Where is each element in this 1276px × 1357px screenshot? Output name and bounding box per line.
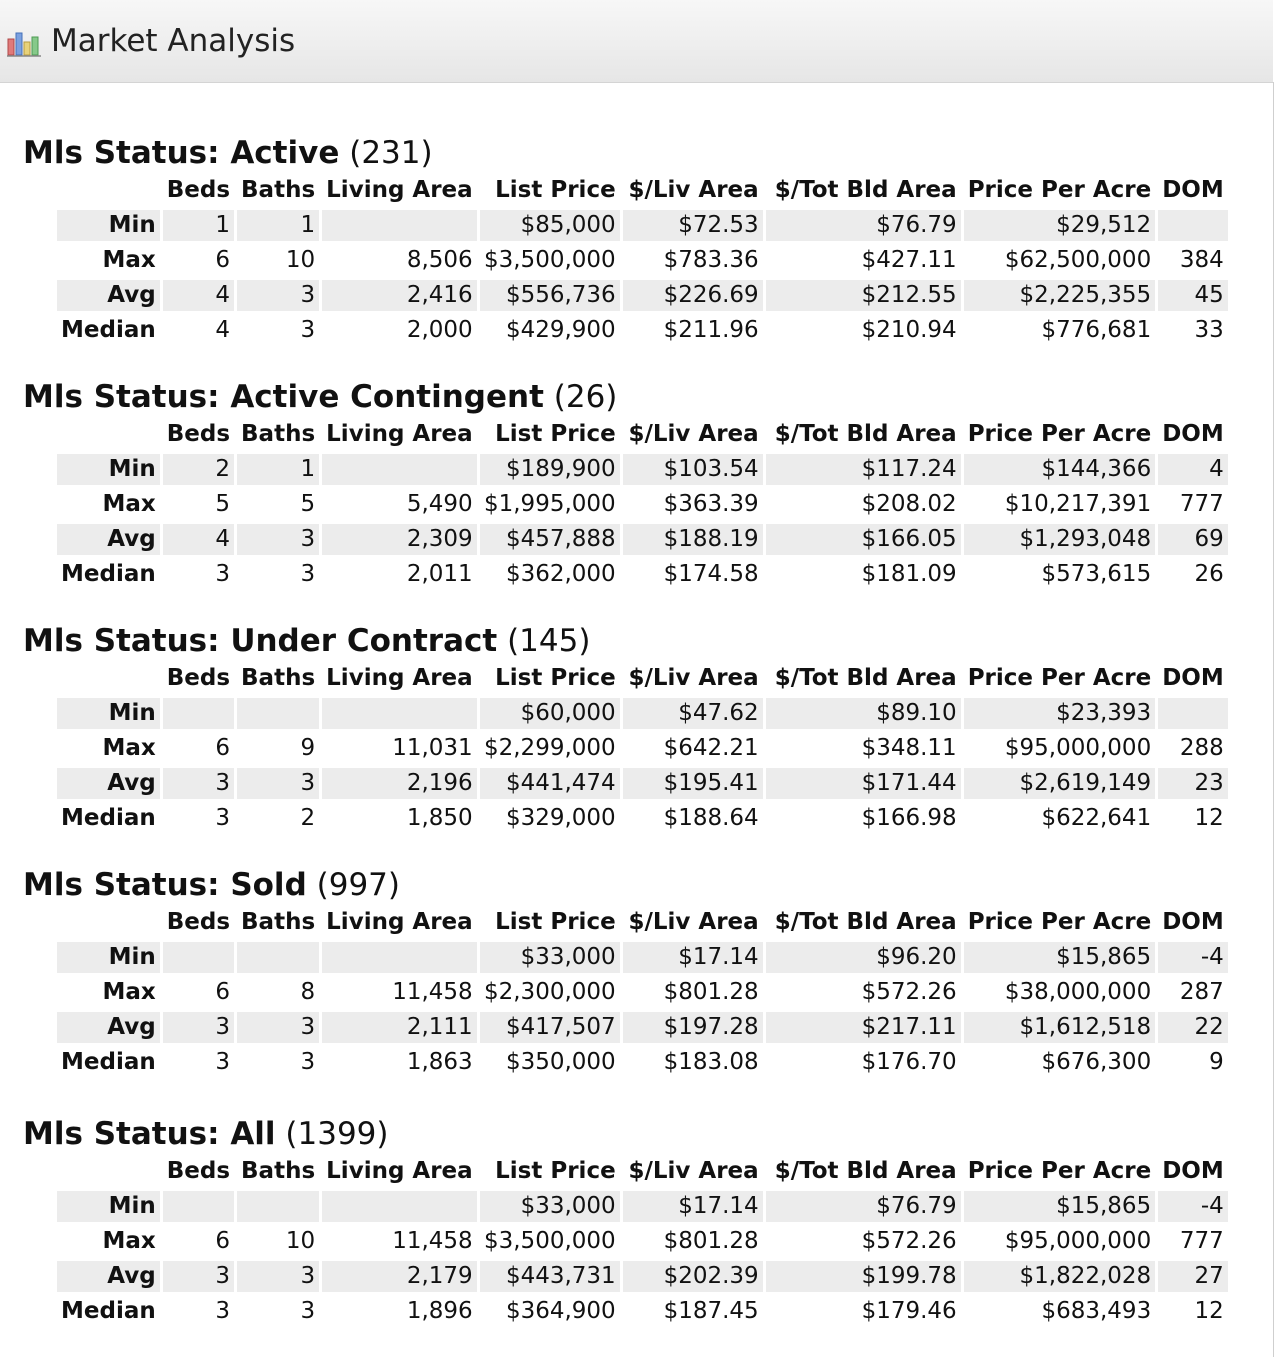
stat-cell: 3 <box>237 1261 319 1292</box>
stat-cell: $23,393 <box>964 698 1156 729</box>
stat-cell: $329,000 <box>505 805 616 831</box>
stat-cell: 6 <box>215 735 231 761</box>
stat-cell: $174.58 <box>663 561 759 587</box>
column-header-dom: DOM <box>1162 1158 1224 1184</box>
section-label: Mls Status: Under Contract <box>23 623 498 659</box>
stat-cell: 22 <box>1158 1012 1228 1043</box>
table-header-row <box>57 175 1228 206</box>
stat-cell: $1,612,518 <box>964 1012 1156 1043</box>
column-header-living-area: Living Area <box>326 177 473 203</box>
row-label-avg: Avg <box>57 280 160 311</box>
stat-cell: 12 <box>1194 805 1224 831</box>
stat-cell: 2,111 <box>322 1012 477 1043</box>
corner-cell <box>57 663 160 694</box>
stats-table <box>54 659 1231 838</box>
column-header-living-area: Living Area <box>326 1158 473 1184</box>
stat-cell: 2,309 <box>322 524 477 555</box>
title-bar <box>0 0 1273 83</box>
section-label: Mls Status: All <box>23 1116 276 1152</box>
table-row <box>57 315 1228 346</box>
row-label-avg: Avg <box>57 1012 160 1043</box>
column-header-living-area: Living Area <box>326 421 473 447</box>
stat-cell: 3 <box>163 768 234 799</box>
stat-cell: 2,000 <box>406 317 473 343</box>
column-header-beds: Beds <box>166 909 231 935</box>
stat-cell: 3 <box>215 1298 231 1324</box>
row-label-avg: Avg <box>57 768 160 799</box>
stat-cell: 3 <box>300 317 316 343</box>
stat-cell: $3,500,000 <box>483 247 616 273</box>
table-row <box>57 1012 1228 1043</box>
row-label-min: Min <box>57 1191 160 1222</box>
stat-cell: $76.79 <box>766 1191 961 1222</box>
table-header-row <box>57 419 1228 450</box>
stat-cell: 3 <box>237 1012 319 1043</box>
column-header-price-per-tot-bld-area: $/Tot Bld Area <box>774 1158 957 1184</box>
stat-cell: 384 <box>1179 247 1224 273</box>
column-header-beds: Beds <box>166 1158 231 1184</box>
stat-cell: $60,000 <box>480 698 620 729</box>
stat-cell: $176.70 <box>861 1049 957 1075</box>
column-header-dom: DOM <box>1162 177 1224 203</box>
column-header-baths: Baths <box>241 421 316 447</box>
table-header-row <box>57 663 1228 694</box>
stat-cell: 10 <box>285 1228 316 1254</box>
column-header-price-per-acre: Price Per Acre <box>967 177 1152 203</box>
stat-cell: $33,000 <box>480 1191 620 1222</box>
stat-cell: $556,736 <box>480 280 620 311</box>
stat-cell: $17.14 <box>623 1191 763 1222</box>
stat-cell: 8 <box>300 979 316 1005</box>
row-label-max: Max <box>102 979 156 1005</box>
stat-cell: 288 <box>1179 735 1224 761</box>
row-label-median: Median <box>61 1298 156 1324</box>
stat-cell: 1 <box>237 210 319 241</box>
row-label-median: Median <box>61 805 156 831</box>
section-heading <box>23 867 400 903</box>
stat-cell: $417,507 <box>480 1012 620 1043</box>
stat-cell: $2,299,000 <box>483 735 616 761</box>
section-count: (997) <box>316 867 400 903</box>
stat-cell: $212.55 <box>766 280 961 311</box>
stat-cell: $429,900 <box>505 317 616 343</box>
stat-cell: 1,896 <box>406 1298 473 1324</box>
stat-cell: $348.11 <box>861 735 957 761</box>
stat-cell: 45 <box>1158 280 1228 311</box>
row-label-max: Max <box>102 491 156 517</box>
column-header-price-per-tot-bld-area: $/Tot Bld Area <box>774 177 957 203</box>
column-header-price-per-acre: Price Per Acre <box>967 909 1152 935</box>
stat-cell: $47.62 <box>623 698 763 729</box>
column-header-price-per-liv-area: $/Liv Area <box>628 1158 759 1184</box>
stat-cell: 6 <box>215 247 231 273</box>
section-heading <box>23 623 590 659</box>
stat-cell: 3 <box>237 280 319 311</box>
stat-cell <box>322 942 477 973</box>
stat-cell: 26 <box>1194 561 1224 587</box>
stat-cell <box>163 1191 234 1222</box>
stat-cell: 2 <box>300 805 316 831</box>
stat-cell: 3 <box>215 1049 231 1075</box>
column-header-price-per-tot-bld-area: $/Tot Bld Area <box>774 421 957 447</box>
stat-cell: $210.94 <box>861 317 957 343</box>
stat-cell: $2,225,355 <box>964 280 1156 311</box>
stat-cell: $38,000,000 <box>1004 979 1152 1005</box>
table-row <box>57 698 1228 729</box>
stat-cell: $801.28 <box>663 1228 759 1254</box>
stat-cell: $89.10 <box>766 698 961 729</box>
stat-cell: 4 <box>215 317 231 343</box>
column-header-price-per-liv-area: $/Liv Area <box>628 665 759 691</box>
row-label-max: Max <box>102 735 156 761</box>
stat-cell: $350,000 <box>505 1049 616 1075</box>
column-header-beds: Beds <box>166 421 231 447</box>
page-title: Market Analysis <box>51 23 296 59</box>
stat-cell: $197.28 <box>623 1012 763 1043</box>
table-row <box>57 803 1228 834</box>
column-header-baths: Baths <box>241 909 316 935</box>
row-label-min: Min <box>57 698 160 729</box>
table-row <box>57 1296 1228 1327</box>
stat-cell: 5 <box>300 491 316 517</box>
column-header-dom: DOM <box>1162 421 1224 447</box>
stat-cell <box>322 454 477 485</box>
table-row <box>57 942 1228 973</box>
stat-cell: $10,217,391 <box>1004 491 1152 517</box>
table-row <box>57 768 1228 799</box>
column-header-price-per-liv-area: $/Liv Area <box>628 909 759 935</box>
row-label-max: Max <box>102 1228 156 1254</box>
stat-cell: 3 <box>163 1261 234 1292</box>
column-header-living-area: Living Area <box>326 665 473 691</box>
stat-cell <box>237 942 319 973</box>
stat-cell: $95,000,000 <box>1004 735 1152 761</box>
column-header-list-price: List Price <box>495 665 616 691</box>
stat-cell: $95,000,000 <box>1004 1228 1152 1254</box>
stat-cell: 3 <box>300 561 316 587</box>
corner-cell <box>57 907 160 938</box>
stat-cell: $776,681 <box>1041 317 1152 343</box>
stat-cell: 2,416 <box>322 280 477 311</box>
stat-cell: $363.39 <box>663 491 759 517</box>
table-row <box>57 210 1228 241</box>
stat-cell: $211.96 <box>663 317 759 343</box>
stat-cell: $443,731 <box>480 1261 620 1292</box>
stat-cell: 10 <box>285 247 316 273</box>
stat-cell: $1,822,028 <box>964 1261 1156 1292</box>
bar-chart-icon <box>7 29 41 57</box>
column-header-beds: Beds <box>166 177 231 203</box>
stat-cell: $144,366 <box>964 454 1156 485</box>
stat-cell: 3 <box>237 768 319 799</box>
stat-cell: 11,458 <box>392 979 473 1005</box>
stat-cell: 1 <box>163 210 234 241</box>
column-header-list-price: List Price <box>495 909 616 935</box>
stat-cell: $195.41 <box>623 768 763 799</box>
row-label-max: Max <box>102 247 156 273</box>
stat-cell: $2,619,149 <box>964 768 1156 799</box>
stat-cell: 777 <box>1179 491 1224 517</box>
stat-cell: $572.26 <box>861 979 957 1005</box>
stat-cell: $179.46 <box>861 1298 957 1324</box>
stat-cell: 5,490 <box>406 491 473 517</box>
table-row <box>57 559 1228 590</box>
row-label-median: Median <box>61 561 156 587</box>
stat-cell: 2 <box>163 454 234 485</box>
stat-cell: $187.45 <box>663 1298 759 1324</box>
stat-cell: 27 <box>1158 1261 1228 1292</box>
section-heading <box>23 135 433 171</box>
stat-cell: $202.39 <box>623 1261 763 1292</box>
row-label-min: Min <box>57 942 160 973</box>
stat-cell: 3 <box>215 561 231 587</box>
stat-cell: $171.44 <box>766 768 961 799</box>
stat-cell: -4 <box>1158 942 1228 973</box>
stat-cell: $15,865 <box>964 942 1156 973</box>
column-header-price-per-acre: Price Per Acre <box>967 665 1152 691</box>
stat-cell: 69 <box>1158 524 1228 555</box>
stat-cell: 3 <box>237 524 319 555</box>
stat-cell: 12 <box>1194 1298 1224 1324</box>
column-header-price-per-liv-area: $/Liv Area <box>628 421 759 447</box>
row-label-median: Median <box>61 317 156 343</box>
section-count: (231) <box>349 135 433 171</box>
stat-cell: 3 <box>215 805 231 831</box>
table-row <box>57 280 1228 311</box>
stat-cell: $676,300 <box>1041 1049 1152 1075</box>
section-count: (1399) <box>285 1116 389 1152</box>
stat-cell: $573,615 <box>1041 561 1152 587</box>
stat-cell: 3 <box>300 1298 316 1324</box>
stat-cell: 4 <box>1158 454 1228 485</box>
table-row <box>57 1191 1228 1222</box>
stat-cell <box>322 698 477 729</box>
stats-table <box>54 415 1231 594</box>
stat-cell: 2,196 <box>322 768 477 799</box>
stat-cell <box>237 1191 319 1222</box>
table-header-row <box>57 1156 1228 1187</box>
column-header-price-per-liv-area: $/Liv Area <box>628 177 759 203</box>
column-header-list-price: List Price <box>495 1158 616 1184</box>
column-header-living-area: Living Area <box>326 909 473 935</box>
corner-cell <box>57 419 160 450</box>
stat-cell: $208.02 <box>861 491 957 517</box>
stat-cell: 11,458 <box>392 1228 473 1254</box>
stat-cell: $15,865 <box>964 1191 1156 1222</box>
stats-table <box>54 1152 1231 1331</box>
column-header-price-per-tot-bld-area: $/Tot Bld Area <box>774 909 957 935</box>
column-header-price-per-acre: Price Per Acre <box>967 421 1152 447</box>
table-row <box>57 524 1228 555</box>
corner-cell <box>57 1156 160 1187</box>
row-label-avg: Avg <box>57 1261 160 1292</box>
section-count: (145) <box>507 623 591 659</box>
stat-cell: $166.05 <box>766 524 961 555</box>
stat-cell: 23 <box>1158 768 1228 799</box>
section-label: Mls Status: Sold <box>23 867 307 903</box>
stat-cell: $103.54 <box>623 454 763 485</box>
stat-cell: $96.20 <box>766 942 961 973</box>
stats-table <box>54 903 1231 1082</box>
stat-cell: $683,493 <box>1041 1298 1152 1324</box>
stat-cell: $441,474 <box>480 768 620 799</box>
panel-border <box>1273 82 1274 1357</box>
table-row <box>57 489 1228 520</box>
column-header-price-per-tot-bld-area: $/Tot Bld Area <box>774 665 957 691</box>
stat-cell <box>322 210 477 241</box>
stat-cell: $642.21 <box>663 735 759 761</box>
table-row <box>57 1226 1228 1257</box>
stat-cell: 3 <box>163 1012 234 1043</box>
stat-cell: $188.19 <box>623 524 763 555</box>
column-header-price-per-acre: Price Per Acre <box>967 1158 1152 1184</box>
stat-cell: 11,031 <box>392 735 473 761</box>
section-heading <box>23 379 617 415</box>
stat-cell: $801.28 <box>663 979 759 1005</box>
stat-cell: 9 <box>1209 1049 1224 1075</box>
column-header-dom: DOM <box>1162 665 1224 691</box>
stat-cell: 2,179 <box>322 1261 477 1292</box>
stat-cell: 777 <box>1179 1228 1224 1254</box>
stat-cell: 9 <box>300 735 316 761</box>
stat-cell <box>322 1191 477 1222</box>
row-label-min: Min <box>57 210 160 241</box>
stat-cell: $217.11 <box>766 1012 961 1043</box>
stat-cell: $166.98 <box>861 805 957 831</box>
column-header-baths: Baths <box>241 1158 316 1184</box>
stat-cell: $2,300,000 <box>483 979 616 1005</box>
table-row <box>57 977 1228 1008</box>
column-header-baths: Baths <box>241 177 316 203</box>
stat-cell: 4 <box>163 280 234 311</box>
stat-cell: 3 <box>300 1049 316 1075</box>
stats-table <box>54 171 1231 350</box>
section-heading <box>23 1116 389 1152</box>
stat-cell: 2,011 <box>406 561 473 587</box>
stat-cell <box>163 698 234 729</box>
stat-cell: $226.69 <box>623 280 763 311</box>
stat-cell: 4 <box>163 524 234 555</box>
stat-cell <box>163 942 234 973</box>
stat-cell: $188.64 <box>663 805 759 831</box>
stat-cell: $33,000 <box>480 942 620 973</box>
stat-cell: $362,000 <box>505 561 616 587</box>
stat-cell: $72.53 <box>623 210 763 241</box>
stat-cell: $622,641 <box>1041 805 1152 831</box>
section-count: (26) <box>553 379 618 415</box>
column-header-list-price: List Price <box>495 177 616 203</box>
corner-cell <box>57 175 160 206</box>
table-row <box>57 1261 1228 1292</box>
column-header-baths: Baths <box>241 665 316 691</box>
stat-cell: 1,863 <box>406 1049 473 1075</box>
stat-cell: 1 <box>237 454 319 485</box>
table-row <box>57 454 1228 485</box>
column-header-list-price: List Price <box>495 421 616 447</box>
stat-cell: $783.36 <box>663 247 759 273</box>
stat-cell <box>1158 210 1228 241</box>
stat-cell: $3,500,000 <box>483 1228 616 1254</box>
stat-cell: $189,900 <box>480 454 620 485</box>
stat-cell: $62,500,000 <box>1004 247 1152 273</box>
stat-cell: $17.14 <box>623 942 763 973</box>
row-label-median: Median <box>61 1049 156 1075</box>
stat-cell: $183.08 <box>663 1049 759 1075</box>
stat-cell: 8,506 <box>406 247 473 273</box>
row-label-min: Min <box>57 454 160 485</box>
stat-cell: $572.26 <box>861 1228 957 1254</box>
table-row <box>57 245 1228 276</box>
stat-cell: 1,850 <box>406 805 473 831</box>
stat-cell: $29,512 <box>964 210 1156 241</box>
stat-cell: $364,900 <box>505 1298 616 1324</box>
stat-cell <box>1158 698 1228 729</box>
stat-cell: $427.11 <box>861 247 957 273</box>
stat-cell: 6 <box>215 979 231 1005</box>
column-header-beds: Beds <box>166 665 231 691</box>
table-row <box>57 1047 1228 1078</box>
stat-cell: $85,000 <box>480 210 620 241</box>
table-header-row <box>57 907 1228 938</box>
stat-cell: $117.24 <box>766 454 961 485</box>
table-row <box>57 733 1228 764</box>
section-label: Mls Status: Active <box>23 135 340 171</box>
stat-cell <box>237 698 319 729</box>
stat-cell: 5 <box>215 491 231 517</box>
stat-cell: $181.09 <box>861 561 957 587</box>
stat-cell: 33 <box>1194 317 1224 343</box>
stat-cell: $199.78 <box>766 1261 961 1292</box>
stat-cell: $457,888 <box>480 524 620 555</box>
stat-cell: -4 <box>1158 1191 1228 1222</box>
column-header-dom: DOM <box>1162 909 1224 935</box>
stat-cell: $1,995,000 <box>483 491 616 517</box>
stat-cell: 287 <box>1179 979 1224 1005</box>
stat-cell: $1,293,048 <box>964 524 1156 555</box>
stat-cell: 6 <box>215 1228 231 1254</box>
row-label-avg: Avg <box>57 524 160 555</box>
stat-cell: $76.79 <box>766 210 961 241</box>
section-label: Mls Status: Active Contingent <box>23 379 544 415</box>
